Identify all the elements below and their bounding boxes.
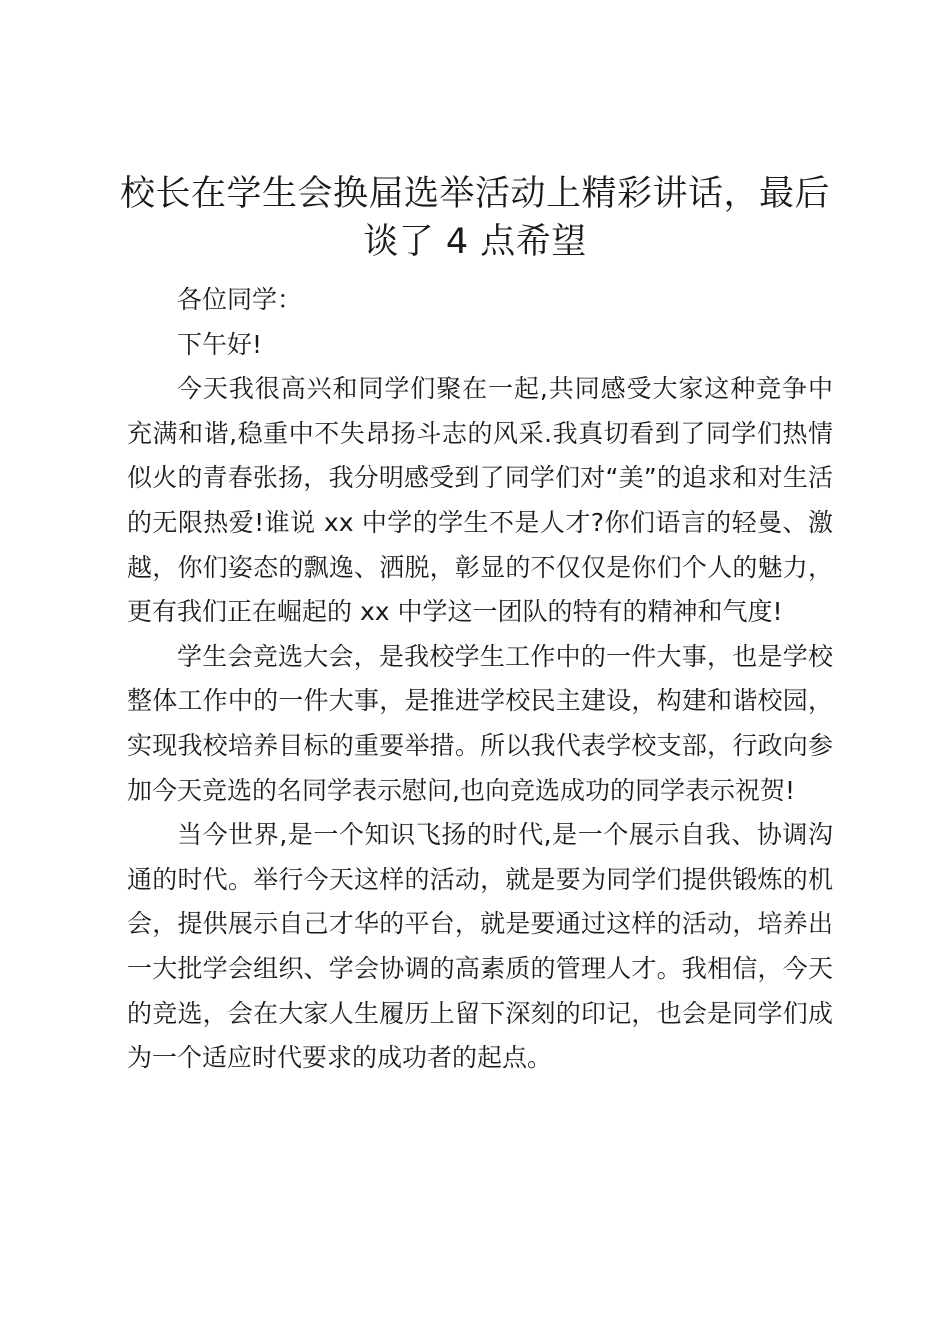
- document-title: 校长在学生会换届选举活动上精彩讲话，最后谈了 4 点希望: [119, 174, 830, 262]
- paragraph-1: 今天我很高兴和同学们聚在一起,共同感受大家这种竞争中充满和谐,稳重中不失昂扬斗志的风采.我真切看到了同学们热情似火的青春张扬，我分明感受到了同学们对“美”的追求和对生活的无限热爱!谁说 xx 中学的学生不是人才?你们语言的轻曼、激越，你们姿态的飘逸、洒脱，彰显的不仅仅是你们个人的魅力，更有我们正在崛起的 xx 中学这一团队的特有的精神和气度!: [127, 374, 833, 627]
- greeting: 下午好!: [177, 329, 263, 359]
- paragraph-3: 当今世界,是一个知识飞扬的时代,是一个展示自我、协调沟通的时代。举行今天这样的活动，就是要为同学们提供锻炼的机会，提供展示自己才华的平台，就是要通过这样的活动，培养出一大批学会组织、学会协调的高素质的管理人才。我相信，今天的竞选，会在大家人生履历上留下深刻的印记，也会是同学们成为一个适应时代要求的成功者的起点。: [127, 820, 833, 1073]
- paragraph-2: 学生会竞选大会，是我校学生工作中的一件大事，也是学校整体工作中的一件大事，是推进学校民主建设，构建和谐校园，实现我校培养目标的重要举措。所以我代表学校支部，行政向参加今天竞选的名同学表示慰问,也向竞选成功的同学表示祝贺!: [127, 641, 833, 805]
- salutation: 各位同学：: [177, 285, 303, 314]
- document-body: [127, 278, 833, 1081]
